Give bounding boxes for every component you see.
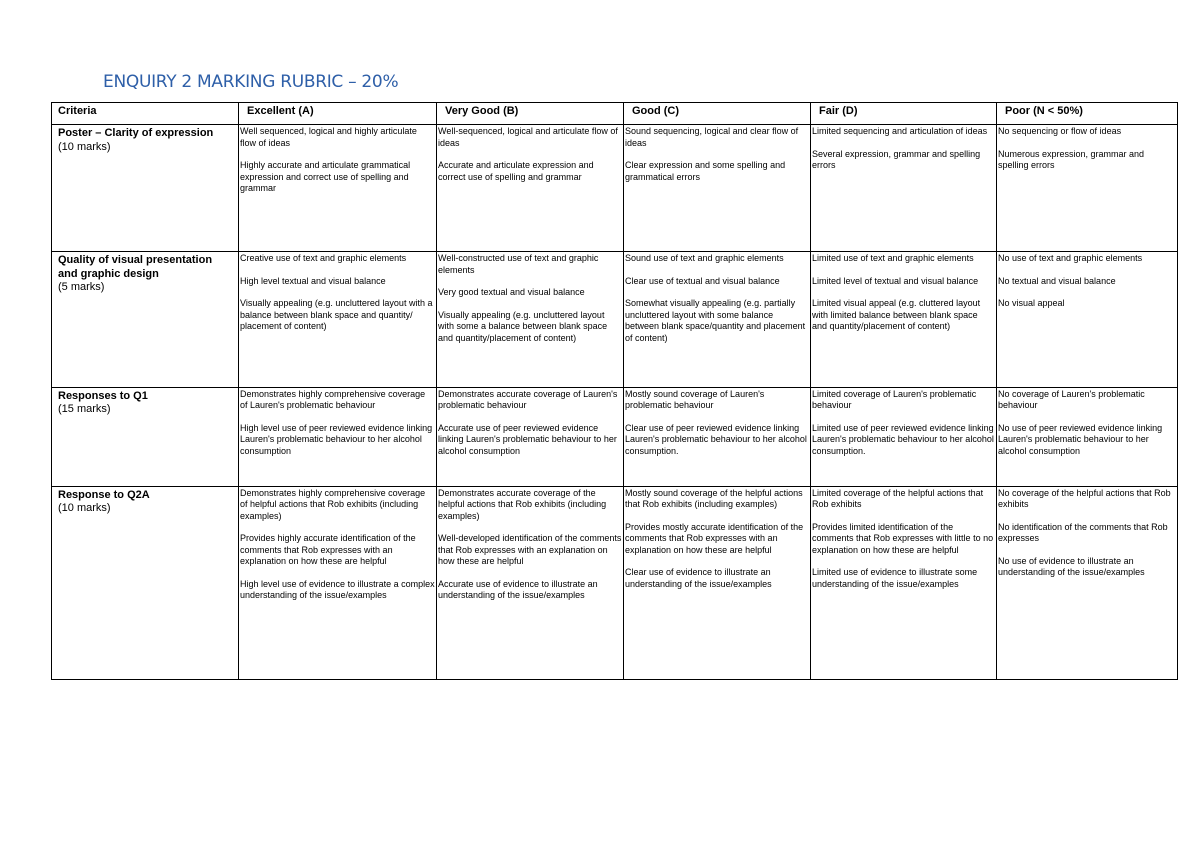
- descriptor: Somewhat visually appealing (e.g. partially uncluttered layout with some balance between blank space/quantity and placement of content): [625, 298, 806, 343]
- criteria-cell: [52, 387, 239, 486]
- descriptor: High level use of evidence to illustrate a complex understanding of the issue/examples: [240, 578, 435, 601]
- criteria-label: Quality of visual presentation and graphic design: [58, 254, 213, 280]
- rubric-cell-good: [624, 252, 811, 388]
- table-row: [52, 125, 1178, 252]
- criteria-marks: (10 marks): [58, 502, 111, 515]
- descriptor: Provides highly accurate identification of the comments that Rob expresses with an explanation on how these are helpful: [240, 533, 416, 567]
- descriptor: Accurate and articulate expression and correct use of spelling and grammar: [438, 160, 594, 182]
- rubric-cell-good: [624, 125, 811, 252]
- descriptor: Sound sequencing, logical and clear flow of ideas: [625, 126, 799, 148]
- criteria-cell: [52, 125, 239, 252]
- descriptor: Clear use of textual and visual balance: [625, 275, 780, 286]
- descriptor: Visually appealing (e.g. uncluttered layout with a balance between blank space and quantity/ placement of content): [240, 298, 433, 332]
- descriptor: Visually appealing (e.g. uncluttered layout with some a balance between blank space and quantity/placement of content): [438, 309, 608, 343]
- rubric-cell-very-good: [437, 252, 624, 388]
- descriptor: Demonstrates highly comprehensive coverage of Lauren's problematic behaviour: [240, 388, 426, 411]
- rubric-cell-poor: [997, 486, 1178, 679]
- descriptor: Demonstrates accurate coverage of Lauren's problematic behaviour: [438, 388, 618, 411]
- rubric-cell-fair: [811, 125, 997, 252]
- descriptor: Limited use of text and graphic elements: [812, 253, 974, 264]
- header-excellent: Excellent (A): [239, 103, 437, 125]
- rubric-cell-excellent: [239, 125, 437, 252]
- descriptor: High level textual and visual balance: [240, 275, 386, 286]
- descriptor: No visual appeal: [998, 298, 1065, 309]
- descriptor: No textual and visual balance: [998, 275, 1116, 286]
- descriptor: Limited level of textual and visual balance: [812, 275, 979, 286]
- criteria-cell: [52, 486, 239, 679]
- rubric-cell-very-good: [437, 486, 624, 679]
- descriptor: Several expression, grammar and spelling errors: [812, 148, 981, 171]
- criteria-marks: (15 marks): [58, 403, 111, 416]
- page-title: ENQUIRY 2 MARKING RUBRIC – 20%: [103, 72, 399, 92]
- rubric-cell-fair: [811, 252, 997, 388]
- descriptor: Clear use of evidence to illustrate an understanding of the issue/examples: [625, 567, 772, 589]
- rubric-cell-fair: [811, 387, 997, 486]
- descriptor: Limited coverage of Lauren's problematic behaviour: [812, 388, 977, 411]
- rubric-cell-good: [624, 486, 811, 679]
- rubric-cell-very-good: [437, 387, 624, 486]
- marking-rubric-table: [51, 102, 1178, 680]
- table-row: [52, 387, 1178, 486]
- header-row: [52, 103, 1178, 125]
- header-fair: Fair (D): [811, 103, 997, 125]
- descriptor: Sound use of text and graphic elements: [625, 253, 784, 264]
- descriptor: No identification of the comments that Rob expresses: [998, 521, 1168, 544]
- descriptor: Well-developed identification of the comments that Rob expresses with an explanation on how these are helpful: [438, 533, 622, 567]
- descriptor: Highly accurate and articulate grammatical expression and correct use of spelling and grammar: [240, 160, 411, 194]
- rubric-cell-excellent: [239, 252, 437, 388]
- rubric-cell-poor: [997, 252, 1178, 388]
- descriptor: Clear expression and some spelling and grammatical errors: [625, 160, 786, 182]
- descriptor: No use of peer reviewed evidence linking Lauren's problematic behaviour to her alcohol consumption: [998, 422, 1163, 456]
- descriptor: No coverage of Lauren's problematic behaviour: [998, 388, 1145, 411]
- descriptor: Very good textual and visual balance: [438, 287, 585, 298]
- descriptor: Limited use of evidence to illustrate some understanding of the issue/examples: [812, 567, 978, 589]
- descriptor: No use of text and graphic elements: [998, 253, 1143, 264]
- descriptor: Accurate use of evidence to illustrate an understanding of the issue/examples: [438, 578, 598, 601]
- header-good: Good (C): [624, 103, 811, 125]
- descriptor: Demonstrates accurate coverage of the helpful actions that Rob exhibits (including examples): [438, 487, 607, 521]
- header-very-good: Very Good (B): [437, 103, 624, 125]
- descriptor: Accurate use of peer reviewed evidence linking Lauren's problematic behaviour to her alcohol consumption: [438, 422, 617, 456]
- descriptor: Limited visual appeal (e.g. cluttered layout with limited balance between blank space and quantity/placement of content): [812, 298, 981, 332]
- descriptor: Mostly sound coverage of Lauren's problematic behaviour: [625, 388, 765, 411]
- descriptor: Limited sequencing and articulation of ideas: [812, 126, 988, 137]
- rubric-cell-fair: [811, 486, 997, 679]
- descriptor: Well sequenced, logical and highly articulate flow of ideas: [240, 126, 417, 148]
- descriptor: No use of evidence to illustrate an understanding of the issue/examples: [998, 555, 1145, 578]
- criteria-marks: (10 marks): [58, 140, 111, 153]
- descriptor: Provides mostly accurate identification of the comments that Rob expresses with an explanation on how these are helpful: [625, 521, 804, 555]
- descriptor: High level use of peer reviewed evidence linking Lauren's problematic behaviour to her alcohol consumption: [240, 422, 433, 456]
- criteria-cell: [52, 252, 239, 388]
- descriptor: Demonstrates highly comprehensive coverage of helpful actions that Rob exhibits (including examples): [240, 487, 426, 521]
- criteria-marks: (5 marks): [58, 281, 105, 294]
- rubric-cell-very-good: [437, 125, 624, 252]
- rubric-cell-excellent: [239, 387, 437, 486]
- criteria-label: Poster – Clarity of expression: [58, 127, 214, 140]
- descriptor: Provides limited identification of the comments that Rob expresses with little to no explanation on how these are helpful: [812, 521, 994, 555]
- header-criteria: Criteria: [52, 103, 239, 125]
- rubric-cell-good: [624, 387, 811, 486]
- descriptor: Limited use of peer reviewed evidence linking Lauren's problematic behaviour to her alcohol consumption.: [812, 422, 994, 456]
- descriptor: Mostly sound coverage of the helpful actions that Rob exhibits (including examples): [625, 487, 803, 510]
- criteria-label: Response to Q2A: [58, 488, 150, 501]
- descriptor: Limited coverage of the helpful actions that Rob exhibits: [812, 487, 984, 510]
- descriptor: No coverage of the helpful actions that Rob exhibits: [998, 487, 1171, 510]
- descriptor: Clear use of peer reviewed evidence linking Lauren's problematic behaviour to her alcohol consumption.: [625, 422, 807, 456]
- rubric-cell-poor: [997, 387, 1178, 486]
- criteria-label: Responses to Q1: [58, 389, 148, 402]
- descriptor: No sequencing or flow of ideas: [998, 126, 1122, 137]
- descriptor: Creative use of text and graphic elements: [240, 253, 407, 264]
- descriptor: Numerous expression, grammar and spelling errors: [998, 148, 1145, 171]
- rubric-cell-excellent: [239, 486, 437, 679]
- table-row: [52, 486, 1178, 679]
- header-poor: Poor (N < 50%): [997, 103, 1178, 125]
- descriptor: Well-sequenced, logical and articulate flow of ideas: [438, 126, 618, 148]
- table-row: [52, 252, 1178, 388]
- rubric-cell-poor: [997, 125, 1178, 252]
- descriptor: Well-constructed use of text and graphic elements: [438, 253, 599, 275]
